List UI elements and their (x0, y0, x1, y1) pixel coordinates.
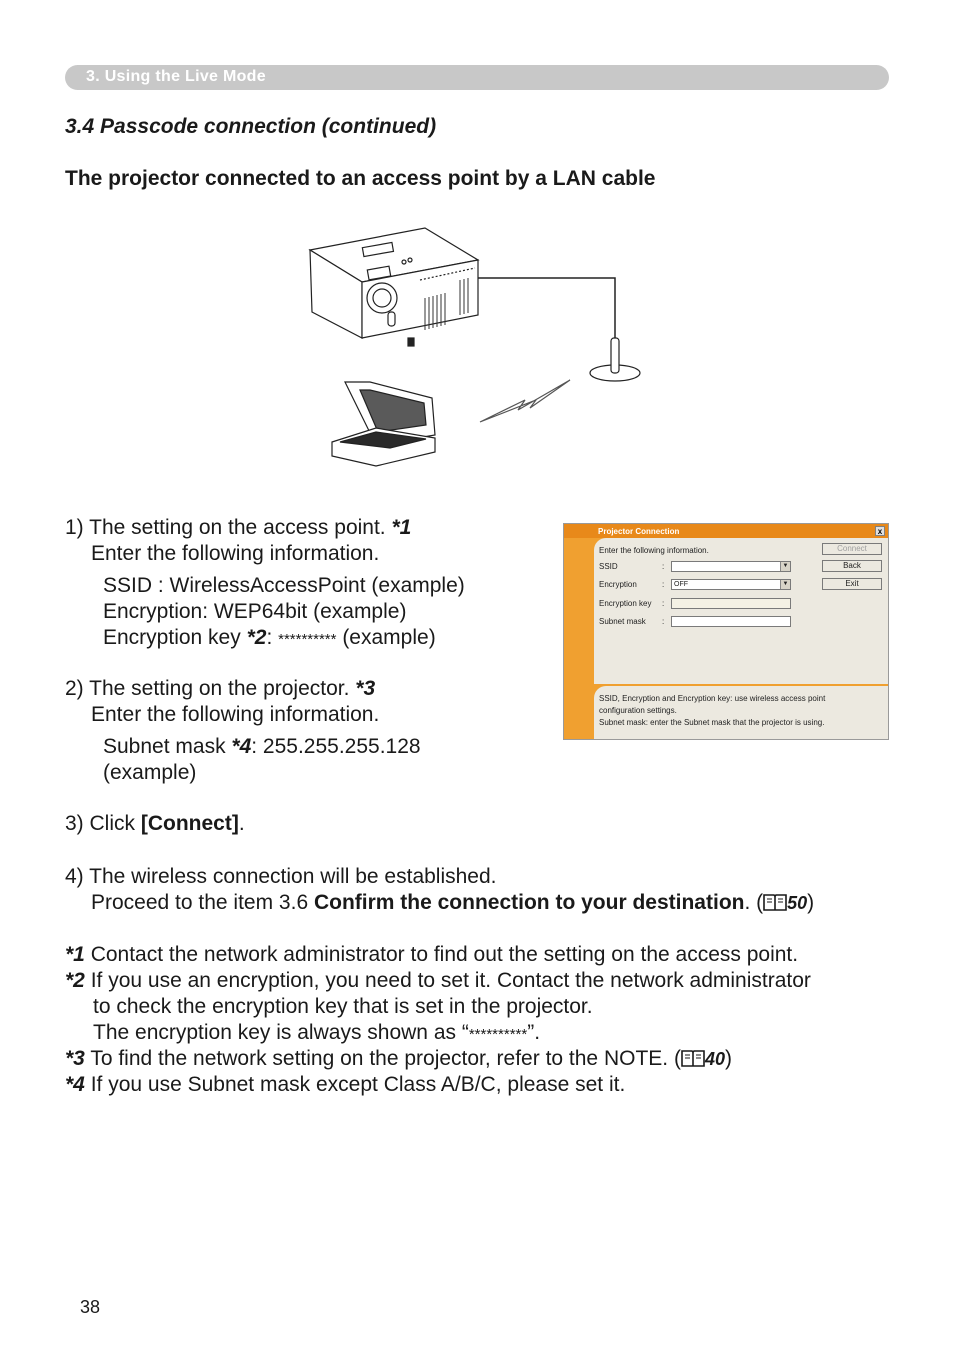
encryption-select[interactable] (671, 579, 791, 590)
step-4-line1: 4) The wireless connection will be established. (65, 865, 497, 888)
note-2-text: If you use an encryption, you need to set it. Contact the network administrator (84, 969, 811, 992)
step-1-line1 (65, 515, 411, 541)
projector-connection-dialog (563, 523, 889, 740)
book-icon (681, 1049, 705, 1067)
encryption-key-label: Encryption key (599, 599, 652, 608)
page-ref-40[interactable]: 40 (704, 1049, 725, 1069)
connect-button[interactable]: Connect (822, 543, 882, 555)
laptop-icon (332, 382, 435, 466)
step-2-line1 (65, 676, 375, 702)
note-4-text: If you use Subnet mask except Class A/B/C, please set it. (84, 1073, 626, 1096)
note-1-mark: *1 (65, 943, 85, 966)
dialog-message-line1: SSID, Encryption and Encryption key: use wireless access point (599, 694, 826, 703)
note-2-mark: *2 (65, 969, 85, 992)
dialog-title-bar (564, 524, 888, 538)
subnet-mask-label: Subnet mask (599, 617, 646, 626)
example-suffix: (example) (336, 626, 436, 649)
note-3-text: To find the network setting on the projector, refer to the NOTE. ( (84, 1047, 681, 1070)
network-illustration (300, 220, 660, 470)
back-button[interactable]: Back (822, 560, 882, 572)
encryption-key-colon: : (662, 599, 665, 608)
dialog-message-line2: configuration settings. (599, 706, 677, 715)
subheading: The projector connected to an access point by a LAN cable (65, 167, 656, 190)
masked-key: ********** (278, 631, 337, 648)
step-2-line2: Enter the following information. (91, 703, 380, 726)
footnote-ref-2: *2 (246, 626, 267, 649)
subnet-mask-label: Subnet mask (103, 735, 232, 758)
step-3 (65, 811, 245, 837)
encryption-value: OFF (674, 581, 688, 588)
subnet-mask-colon: : (662, 617, 665, 626)
confirm-connection-link[interactable]: Confirm the connection to your destination (313, 891, 745, 914)
access-point-icon (590, 338, 640, 381)
note-3-mark: *3 (65, 1047, 85, 1070)
encryption-key-example (103, 625, 436, 653)
chevron-down-icon[interactable]: ▼ (780, 580, 790, 589)
dialog-title: Projector Connection (598, 527, 680, 536)
paren-close: ) (807, 891, 815, 914)
page-ref-50[interactable]: 50 (787, 893, 808, 913)
step-1-text: 1) The setting on the access point. (65, 516, 392, 539)
close-icon[interactable]: x (875, 526, 885, 536)
masked-key: ********** (468, 1026, 528, 1043)
note-3 (65, 1046, 732, 1072)
note-2-cont2-text: The encryption key is always shown as “ (93, 1021, 469, 1044)
book-icon (763, 893, 787, 911)
note-2-cont2-end: ”. (527, 1021, 541, 1044)
dialog-message-line3: Subnet mask: enter the Subnet mask that the projector is using. (599, 718, 825, 727)
wireless-signal-icon (480, 380, 570, 422)
paren-open: . ( (744, 891, 764, 914)
step-4-line2 (91, 890, 814, 916)
note-2-cont1: to check the encryption key that is set in the projector. (93, 995, 593, 1018)
ssid-label: SSID (599, 562, 618, 571)
projector-icon (310, 228, 478, 346)
step-2-text: 2) The setting on the projector. (65, 677, 356, 700)
paren-close: ) (724, 1047, 732, 1070)
period: . (238, 812, 245, 835)
lan-cable (478, 278, 615, 340)
encryption-colon: : (662, 580, 665, 589)
subnet-mask-value: : 255.255.255.128 (251, 735, 421, 758)
encryption-key-input[interactable] (671, 598, 791, 609)
ssid-example: SSID : WirelessAccessPoint (example) (103, 574, 465, 597)
note-4 (65, 1072, 625, 1098)
note-1-text: Contact the network administrator to find out the setting on the access point. (84, 943, 799, 966)
connect-reference: [Connect] (140, 812, 239, 835)
ssid-select[interactable] (671, 561, 791, 572)
step-1-line2: Enter the following information. (91, 542, 380, 565)
footnote-ref-4: *4 (231, 735, 252, 758)
ssid-colon: : (662, 562, 665, 571)
subnet-mask-input[interactable] (671, 616, 791, 627)
encryption-key-label: Encryption key (103, 626, 247, 649)
footnote-ref-3: *3 (355, 677, 376, 700)
footnote-ref-1: *1 (391, 516, 412, 539)
step-4-text: Proceed to the item 3.6 (91, 891, 314, 914)
dialog-instruction: Enter the following information. (599, 546, 709, 555)
step-3-text: 3) Click (65, 812, 141, 835)
encryption-example: Encryption: WEP64bit (example) (103, 600, 407, 623)
chapter-header: 3. Using the Live Mode (86, 68, 266, 85)
note-2-cont2 (93, 1020, 540, 1048)
encryption-label: Encryption (599, 580, 637, 589)
subnet-example-suffix: (example) (103, 761, 197, 784)
note-4-mark: *4 (65, 1073, 85, 1096)
page-number: 38 (80, 1297, 101, 1317)
colon: : (266, 626, 279, 649)
note-1 (65, 942, 798, 968)
note-2 (65, 968, 811, 994)
chevron-down-icon[interactable]: ▼ (780, 562, 790, 571)
exit-button[interactable]: Exit (822, 578, 882, 590)
subnet-mask-example (103, 734, 421, 760)
section-title: 3.4 Passcode connection (continued) (65, 115, 437, 138)
